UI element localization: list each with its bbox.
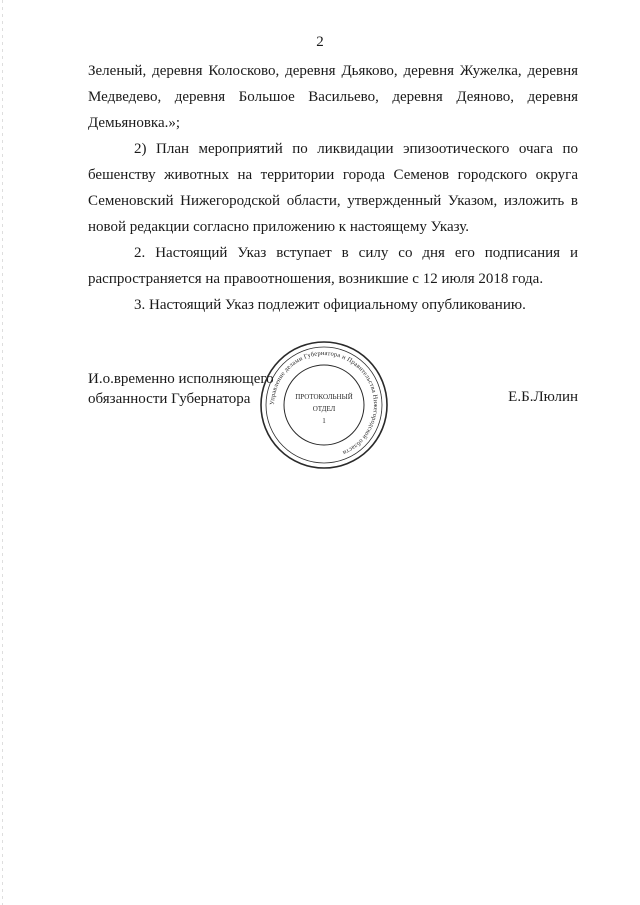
text-line: Медведево, деревня Большое Васильево, деревня Деяново, деревня — [88, 89, 578, 105]
signer-title-line2: обязанности Губернатора — [88, 391, 251, 407]
text-line: Семеновский Нижегородской области, утвержденный Указом, изложить в — [88, 193, 578, 209]
signer-title-line1: И.о.временно исполняющего — [88, 371, 274, 387]
text-line: Зеленый, деревня Колосково, деревня Дьяково, деревня Жужелка, деревня — [88, 63, 578, 79]
seal-ring-text: Управление делами Губернатора и Правительства Нижегородской области — [268, 349, 380, 457]
text-line: 2. Настоящий Указ вступает в силу со дня его подписания и — [134, 245, 578, 261]
page-number: 2 — [316, 34, 324, 50]
text-line: распространяется на правоотношения, возникшие с 12 июля 2018 года. — [88, 271, 544, 287]
text-line: бешенству животных на территории города Семенов городского округа — [88, 167, 578, 183]
paragraph-action-plan — [88, 136, 578, 240]
official-seal-stamp — [258, 339, 390, 471]
text-line: 3. Настоящий Указ подлежит официальному опубликованию. — [134, 297, 526, 313]
paragraph-effective-date — [88, 240, 578, 292]
document-body — [88, 58, 578, 318]
paragraph-publication — [88, 292, 578, 318]
seal-center-line2: ОТДЕЛ — [312, 405, 336, 413]
signer-name: Е.Б.Люлин — [508, 389, 578, 405]
paragraph-villages-list — [88, 58, 578, 136]
seal-center-line3: 1 — [322, 417, 326, 425]
seal-center-line1: ПРОТОКОЛЬНЫЙ — [295, 393, 353, 401]
scan-edge — [2, 0, 3, 905]
text-line: 2) План мероприятий по ликвидации эпизоотического очага по — [134, 141, 578, 157]
text-line: Демьяновка.»; — [88, 115, 181, 131]
signature-block — [88, 369, 274, 409]
text-line: новой редакции согласно приложению к настоящему Указу. — [88, 219, 469, 235]
